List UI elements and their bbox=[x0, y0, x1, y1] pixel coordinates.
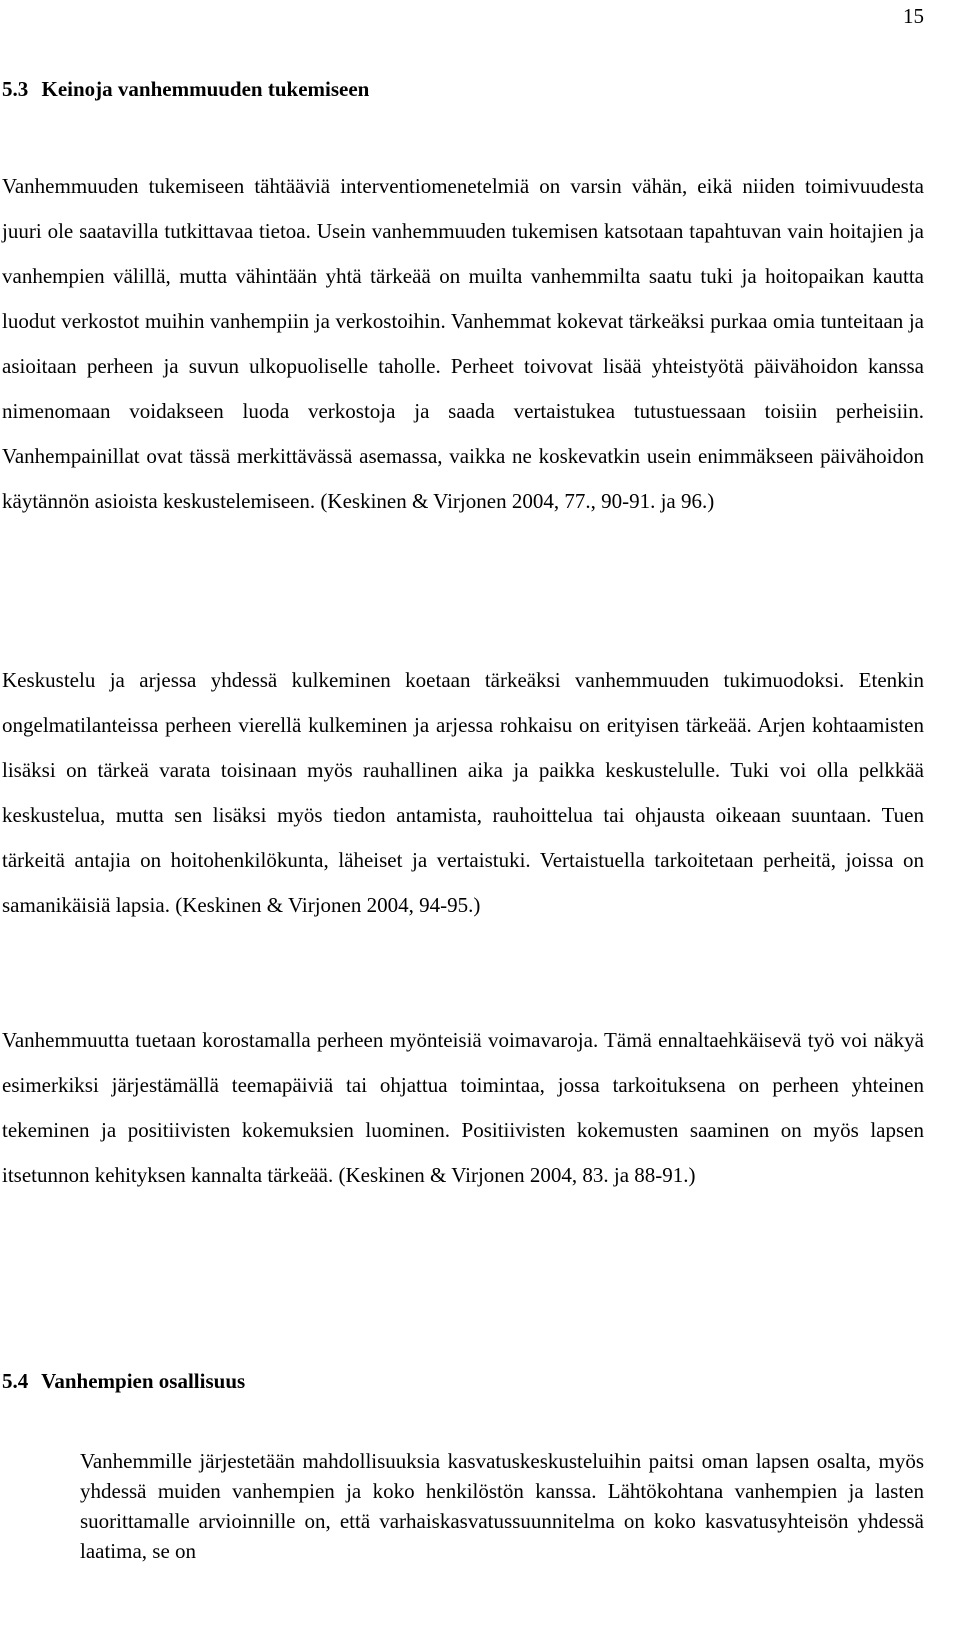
section-title: Keinoja vanhemmuuden tukemiseen bbox=[41, 77, 370, 101]
body-paragraph-1: Vanhemmuuden tukemiseen tähtääviä interventiomenetelmiä on varsin vähän, eikä niiden toimivuudesta juuri ole saatavilla tutkittavaa tietoa. Usein vanhemmuuden tukemisen katsotaan tapahtuvan vain hoitajien ja vanhempien välillä, mutta vähintään yhtä tärkeää on muilta vanhemmilta saatu tuki ja hoitopaikan kautta luodut verkostot muihin vanhempiin ja verkostoihin. Vanhemmat kokevat tärkeäksi purkaa omia tunteitaan ja asioitaan perheen ja suvun ulkopuoliselle taholle. Perheet toivovat lisää yhteistyötä päivähoidon kanssa nimenomaan voidakseen luoda verkostoja ja saada vertaistukea tutustuessaan toisiin perheisiin. Vanhempainillat ovat tässä merkittävässä asemassa, vaikka ne koskevatkin usein enimmäkseen päivähoidon käytännön asioista keskustelemiseen. (Keskinen & Virjonen 2004, 77., 90-91. ja 96.) bbox=[2, 174, 924, 513]
body-paragraph-3: Vanhemmuutta tuetaan korostamalla perheen myönteisiä voimavaroja. Tämä ennaltaehkäisevä työ voi näkyä esimerkiksi järjestämällä teemapäiviä tai ohjattua toimintaa, jossa tarkoituksena on perheen yhteinen tekeminen ja positiivisten kokemuksien luominen. Positiivisten kokemusten saaminen on myös lapsen itsetunnon kehityksen kannalta tärkeää. (Keskinen & Virjonen 2004, 83. ja 88-91.) bbox=[2, 1028, 924, 1187]
section-number: 5.3 bbox=[2, 77, 29, 101]
body-paragraph-2: Keskustelu ja arjessa yhdessä kulkeminen koetaan tärkeäksi vanhemmuuden tukimuodoksi. Etenkin ongelmatilanteissa perheen vierellä kulkeminen ja arjessa rohkaisu on erityisen tärkeää. Arjen kohtaamisten lisäksi on tärkeä varata toisinaan myös rauhallinen aika ja paikka keskustelulle. Tuki voi olla pelkkää keskustelua, mutta sen lisäksi myös tiedon antamista, rauhoittelua tai ohjausta oikeaan suuntaan. Tuen tärkeitä antajia on hoitohenkilökunta, läheiset ja vertaistuki. Vertaistuella tarkoitetaan perheitä, joissa on samanikäisiä lapsia. (Keskinen & Virjonen 2004, 94-95.) bbox=[2, 668, 924, 917]
section-number: 5.4 bbox=[2, 1369, 29, 1393]
body-paragraph-4: Vanhemmille järjestetään mahdollisuuksia kasvatuskeskusteluihin paitsi oman lapsen osalta, myös yhdessä muiden vanhempien ja koko henkilöstön kanssa. Lähtökohtana vanhempien ja lasten suorittamalle arvioinnille on, että varhaiskasvatussuunnitelma on koko kasvatusyhteisön yhdessä laatima, se on bbox=[80, 1449, 924, 1563]
page-number: 15 bbox=[903, 4, 924, 28]
section-heading-5-3 bbox=[2, 76, 369, 102]
section-heading-5-4 bbox=[2, 1368, 245, 1394]
section-title: Vanhempien osallisuus bbox=[41, 1369, 246, 1393]
